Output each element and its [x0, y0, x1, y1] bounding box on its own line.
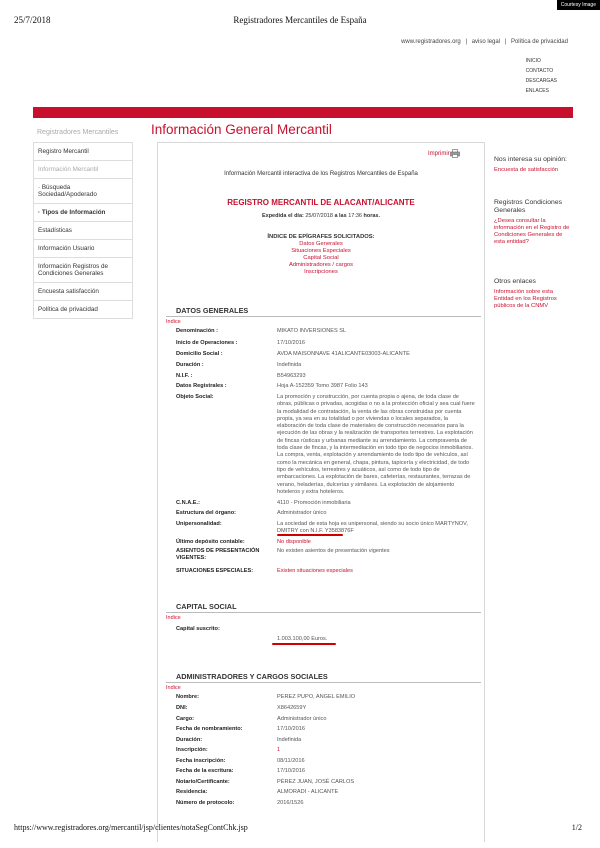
opinion-heading: Nos interesa su opinión: — [494, 156, 567, 163]
annotation-underline — [277, 534, 343, 536]
rcg-heading: Registros Condiciones Generales — [494, 199, 563, 214]
field-label: DNI: — [176, 705, 188, 711]
field-label: Último depósito contable: — [176, 539, 245, 545]
sidebar-item-encuesta[interactable]: Encuesta satisfacción — [33, 283, 133, 301]
field-value: Hoja A-152359 Tomo 3987 Folio 143 — [277, 383, 368, 389]
expedida-a-las: a las — [334, 213, 347, 219]
epigrafe-link[interactable]: Datos Generales — [299, 241, 343, 247]
menu-enlaces[interactable]: ENLACES — [525, 88, 549, 94]
field-value: Administrador único — [277, 510, 327, 516]
field-label: N.I.F. : — [176, 373, 193, 379]
indice-link[interactable]: Indice — [166, 685, 181, 691]
field-label: Estructura del órgano: — [176, 510, 236, 516]
sidebar-item-usuario[interactable]: Información Usuario — [33, 240, 133, 258]
registro-title: REGISTRO MERCANTIL DE ALACANT/ALICANTE — [227, 198, 415, 207]
print-footer-url: https://www.registradores.org/mercantil/jsp/clientes/notaSegContChk.jsp — [14, 823, 248, 832]
field-label: Nombre: — [176, 694, 199, 700]
separator: | — [465, 39, 468, 45]
field-value: No disponible — [277, 539, 311, 545]
epigrafe-link[interactable]: Inscripciones — [304, 269, 338, 275]
field-value: 17/10/2016 — [277, 726, 305, 732]
field-value: PEREZ PUPO, ANGEL EMILIO — [277, 694, 356, 700]
field-label: Fecha de nombramiento: — [176, 726, 243, 732]
epigrafes-list — [157, 241, 485, 276]
expedida-horas: horas. — [363, 213, 381, 219]
expedida-time: 17:36 — [348, 213, 362, 219]
print-title: Registradores Mercantiles de España — [233, 15, 367, 25]
sidebar-item-estadisticas[interactable]: Estadísticas — [33, 222, 133, 240]
epigrafes-title: ÍNDICE DE EPÍGRAFES SOLICITADOS: — [267, 234, 375, 240]
field-label: Cargo: — [176, 716, 195, 722]
print-footer-page: 1/2 — [571, 823, 582, 832]
section-divider — [166, 316, 481, 317]
expedida-date: 25/07/2018 — [305, 213, 333, 219]
field-label: Inscripción: — [176, 747, 208, 753]
privacy-link[interactable]: Política de privacidad — [510, 39, 568, 45]
field-label: Inicio de Operaciones : — [176, 340, 238, 346]
courtesy-badge: Courtesy Image — [557, 0, 600, 10]
field-label: SITUACIONES ESPECIALES: — [176, 568, 254, 574]
field-label: Duración : — [176, 362, 204, 368]
field-value: AVDA MAISONNAVE 41ALICANTE03003-ALICANTE — [277, 351, 410, 357]
field-label: Datos Registrales : — [176, 383, 227, 389]
otros-block — [494, 278, 574, 310]
field-label: Unipersonalidad: — [176, 521, 222, 527]
sidebar-item-informacion[interactable]: Información Mercantil — [33, 161, 133, 179]
field-value: 08/11/2016 — [277, 758, 305, 764]
header-red-bar — [33, 107, 573, 118]
field-value: Indefinida — [277, 737, 302, 743]
field-value: No existen asientos de presentación vigentes — [277, 548, 390, 554]
field-label: Domicilio Social : — [176, 351, 223, 357]
site-link[interactable]: www.registradores.org — [401, 39, 461, 45]
print-date: 25/7/2018 — [14, 15, 51, 25]
opinion-block — [494, 156, 574, 174]
inscripcion-link[interactable]: 1 — [277, 747, 281, 753]
field-label: ASIENTOS DE PRESENTACIÓN VIGENTES: — [176, 548, 260, 562]
sidebar-heading: Registradores Mercantiles — [33, 126, 133, 143]
field-value: PÉREZ JUAN, JOSÉ CARLOS — [277, 779, 355, 785]
annotation-underline — [272, 643, 336, 645]
field-label: Notario/Certificante: — [176, 779, 230, 785]
otros-heading: Otros enlaces — [494, 278, 536, 285]
sidebar-item-registro[interactable]: Registro Mercantil — [33, 143, 133, 161]
section-divider — [166, 612, 481, 613]
field-label: Fecha de la escritura: — [176, 768, 234, 774]
aviso-legal-link[interactable]: aviso legal — [471, 39, 501, 45]
sidebar-item-busqueda[interactable]: · Búsqueda Sociedad/Apoderado — [33, 179, 133, 204]
field-label: Capital suscrito: — [176, 626, 220, 632]
field-value: 17/10/2016 — [277, 768, 305, 774]
field-label: Residencia: — [176, 789, 208, 795]
separator: | — [504, 39, 507, 45]
field-value: 2016/1526 — [277, 800, 304, 806]
epigrafe-link[interactable]: Administradores / cargos — [288, 262, 354, 268]
datos-generales-heading: DATOS GENERALES — [176, 306, 249, 315]
sidebar-item-tipos[interactable]: · Tipos de Información — [33, 204, 133, 222]
print-link[interactable]: Imprimir — [428, 151, 450, 157]
menu-inicio[interactable]: INICIO — [525, 58, 541, 64]
field-label: Denominación : — [176, 328, 218, 334]
administradores-heading: ADMINISTRADORES Y CARGOS SOCIALES — [176, 672, 328, 681]
menu-descargas[interactable]: DESCARGAS — [525, 78, 557, 84]
sidebar-item-privacidad[interactable]: Política de privacidad — [33, 301, 133, 319]
indice-link[interactable]: Indice — [166, 319, 181, 325]
section-divider — [166, 682, 481, 683]
rcg-link[interactable]: ¿Desea consultar la información en el Registro de Condiciones Generales de esta entidad? — [494, 218, 570, 245]
page-title: Información General Mercantil — [151, 122, 332, 137]
field-value: La promoción y construcción, por cuenta propia o ajena, de toda clase de obras, públicas o privadas, acogidas o no a la protección oficial y sea cual fuere la modalidad de contratación, la venta de las obras construidas por cuenta propia, ya sea en su totalidad o por viviendas o locales separados, la elaboración de toda clase de materiales de construcción necesarios para la ejecución de las obras y la realización de transportes terrestres. La explotación de fincas rústicas y urbanas mediante su arrendamiento. La compraventa de toda clase de fincas, y la intermediación en todo tipo de negocios inmobiliarios. La compra, venta, explotación y arrendamiento de todo tipo de vehículos, así como la mecánica en general, chapa, pintura, tapicería y electricidad, de todo tipo de vehículos, terrestres y acuáticos, así como de todo tipo de embarcaciones. La explotación de bares, cafeterías, restaurantes, terrazas de verano, heladerías, dulcerías y similares. La explotación de alojamiento hoteleros y extra hoteleros. — [277, 394, 475, 495]
field-value: B54963293 — [277, 373, 306, 379]
field-label: Número de protocolo: — [176, 800, 235, 806]
intro-text: Información Mercantil interactiva de los Registros Mercantiles de España — [224, 171, 418, 177]
encuesta-link[interactable]: Encuesta de satisfacción — [494, 167, 559, 173]
epigrafe-link[interactable]: Situaciones Especiales — [291, 248, 351, 254]
capital-social-heading: CAPITAL SOCIAL — [176, 602, 237, 611]
expedida-label: Expedida el día: — [261, 213, 304, 219]
field-value: 17/10/2016 — [277, 340, 305, 346]
field-label: Fecha inscripción: — [176, 758, 226, 764]
situaciones-link[interactable]: Existen situaciones especiales — [277, 568, 353, 574]
rcg-block — [494, 199, 574, 246]
capital-value: 1.003.100,00 Euros. — [277, 636, 328, 642]
field-value: Administrador único — [277, 716, 327, 722]
top-links — [398, 39, 568, 45]
field-label: Duración: — [176, 737, 203, 743]
field-value: ALMORADI - ALICANTE — [277, 789, 339, 795]
expedida-line — [157, 213, 485, 219]
field-value: X8642659Y — [277, 705, 307, 711]
top-menu — [526, 56, 557, 96]
epigrafe-link[interactable]: Capital Social — [303, 255, 339, 261]
field-label: C.N.A.E.: — [176, 500, 200, 506]
sidebar — [33, 126, 133, 319]
sidebar-item-condiciones[interactable]: Información Registros de Condiciones Generales — [33, 258, 133, 283]
printer-icon[interactable] — [450, 149, 460, 158]
field-value: Indefinida — [277, 362, 302, 368]
field-value: La sociedad de esta hoja es unipersonal, siendo su socio único MARTYNOV, DMITRY con N.I.F. Y3583876F — [277, 521, 468, 535]
field-label: Objeto Social: — [176, 394, 214, 400]
indice-link[interactable]: Indice — [166, 615, 181, 621]
menu-contacto[interactable]: CONTACTO — [525, 68, 554, 74]
cnmv-link[interactable]: Información sobre esta Entidad en los Registros públicos de la CNMV — [494, 289, 557, 309]
field-value: 4110 - Promoción inmobiliaria — [277, 500, 351, 506]
field-value: MIKATO INVERSIONES SL — [277, 328, 347, 334]
